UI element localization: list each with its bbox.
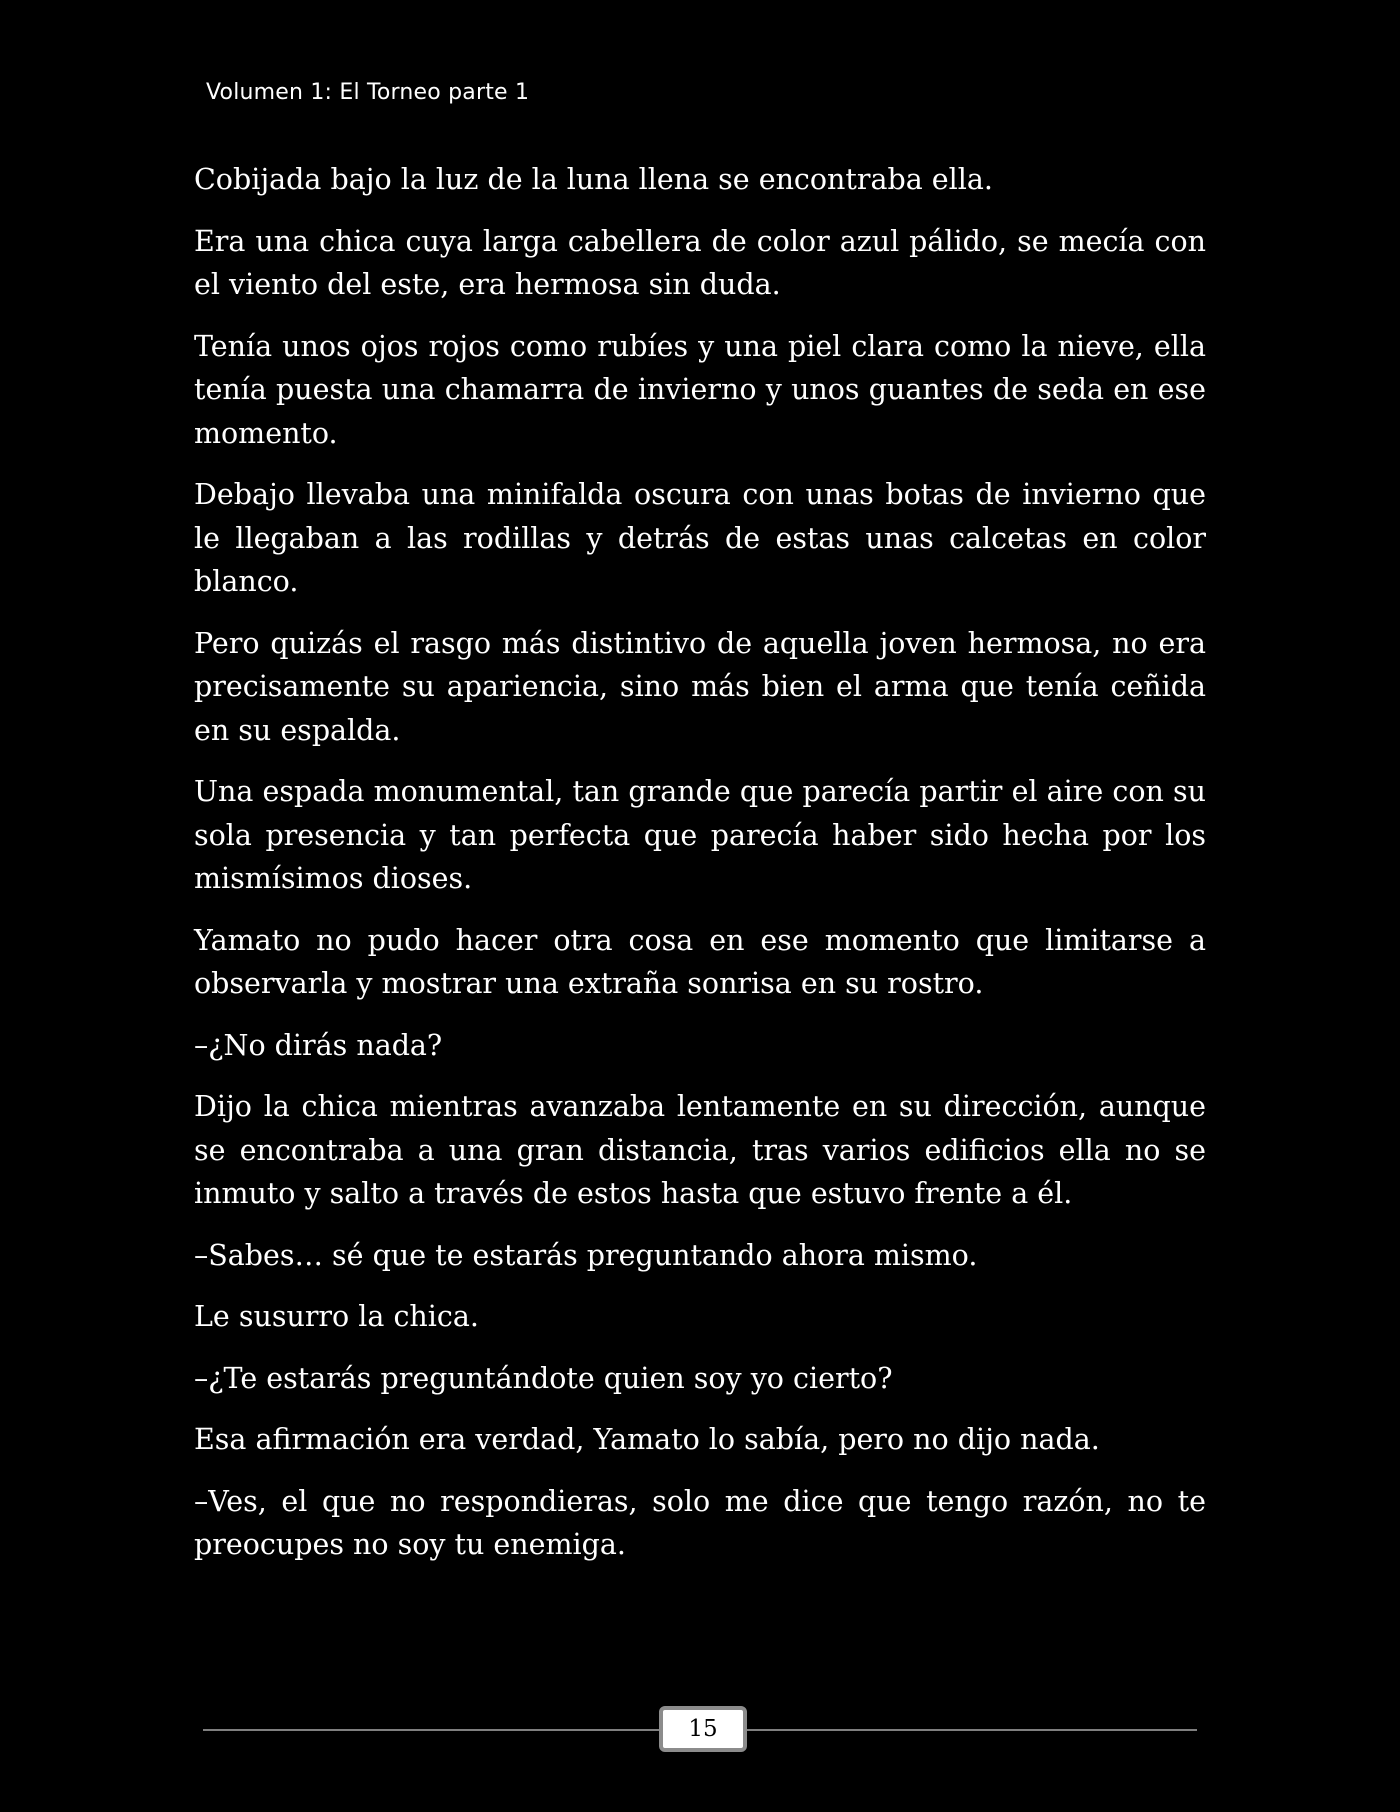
running-header: Volumen 1: El Torneo parte 1 xyxy=(206,80,530,105)
paragraph: Tenía unos ojos rojos como rubíes y una piel clara como la nieve, ella tenía puesta una chamarra de invierno y unos guantes de seda en ese momento. xyxy=(194,329,1206,450)
page-body xyxy=(194,158,1206,1585)
paragraph: Una espada monumental, tan grande que parecía partir el aire con su sola presencia y tan perfecta que parecía haber sido hecha por los mismísimos dioses. xyxy=(194,775,1206,895)
paragraph: Yamato no pudo hacer otra cosa en ese momento que limitarse a observarla y mostrar una extraña sonrisa en su rostro. xyxy=(194,923,1206,1000)
dialogue-line: –¿No dirás nada? xyxy=(194,1028,443,1062)
paragraph: Era una chica cuya larga cabellera de color azul pálido, se mecía con el viento del este, era hermosa sin duda. xyxy=(194,224,1206,301)
paragraph: Cobijada bajo la luz de la luna llena se encontraba ella. xyxy=(194,163,993,196)
footer-rule-right xyxy=(746,1729,1197,1731)
footer-rule-left xyxy=(203,1729,661,1731)
dialogue-line: –Ves, el que no respondieras, solo me dice que tengo razón, no te preocupes no soy tu enemiga. xyxy=(194,1484,1206,1561)
page-number: 15 xyxy=(659,1706,747,1752)
dialogue-line: –¿Te estarás preguntándote quien soy yo cierto? xyxy=(194,1361,893,1395)
paragraph: Dijo la chica mientras avanzaba lentamente en su dirección, aunque se encontraba a una gran distancia, tras varios edificios ella no se inmuto y salto a través de estos hasta que estuvo frente a él. xyxy=(194,1090,1206,1210)
dialogue-line: –Sabes… sé que te estarás preguntando ahora mismo. xyxy=(194,1238,978,1272)
paragraph: Esa afirmación era verdad, Yamato lo sabía, pero no dijo nada. xyxy=(194,1423,1100,1456)
paragraph: Le susurro la chica. xyxy=(194,1300,479,1333)
paragraph: Pero quizás el rasgo más distintivo de aquella joven hermosa, no era precisamente su apariencia, sino más bien el arma que tenía ceñida en su espalda. xyxy=(194,626,1206,747)
paragraph: Debajo llevaba una minifalda oscura con unas botas de invierno que le llegaban a las rodillas y detrás de estas unas calcetas en color blanco. xyxy=(194,478,1206,598)
